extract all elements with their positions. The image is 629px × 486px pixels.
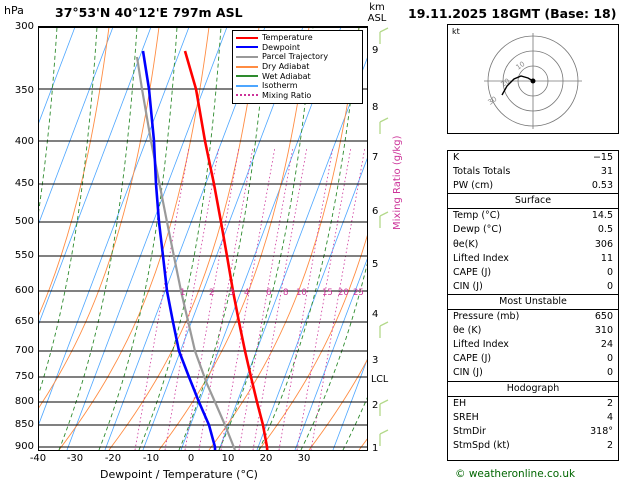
legend-item-wet-adiabat — [236, 71, 359, 81]
table-row — [448, 266, 618, 280]
dewpoint-line — [143, 51, 215, 450]
height-unit-km: km — [369, 2, 385, 13]
table-row — [448, 151, 618, 165]
mixlabel-25: 25 — [353, 288, 364, 298]
ytick-400: 400 — [14, 136, 34, 147]
index-val-k: −15 — [592, 152, 613, 163]
table-row — [448, 324, 618, 338]
ytick-450: 450 — [14, 178, 34, 189]
table-row — [448, 165, 618, 179]
xtick-30: 30 — [297, 453, 311, 464]
hodo-key-stmdir: StmDir — [453, 425, 486, 437]
hodograph-ring-label-20: 20 — [499, 76, 512, 89]
legend-swatch-dewpoint — [236, 46, 258, 48]
ytick-900: 900 — [14, 441, 34, 452]
x-axis-label: Dewpoint / Temperature (°C) — [100, 468, 258, 481]
ytick-850: 850 — [14, 419, 34, 430]
ytick-500: 500 — [14, 216, 34, 227]
legend-item-dewpoint — [236, 43, 359, 53]
section-header-hodograph: Hodograph — [448, 381, 618, 397]
ytick-350: 350 — [14, 85, 34, 96]
mixing-ratio-axis-label: Mixing Ratio (g/kg) — [392, 135, 403, 230]
xtick--40: -40 — [29, 453, 47, 464]
hodograph-ring-label-10: 10 — [514, 59, 527, 72]
mu-key-thetae: θe (K) — [453, 325, 482, 337]
table-row — [448, 252, 618, 266]
section-header-most-unstable: Most Unstable — [448, 294, 618, 310]
hodo-key-sreh: SREH — [453, 411, 479, 423]
hodo-val-stmspd: 2 — [606, 439, 613, 451]
xtick--10: -10 — [142, 453, 160, 464]
kmtick-6: 6 — [372, 206, 379, 217]
section-header-surface: Surface — [448, 193, 618, 209]
legend-swatch-temperature — [236, 37, 258, 39]
table-row — [448, 397, 618, 411]
mu-val-cape: 0 — [606, 353, 613, 365]
kmtick-4: 4 — [372, 309, 379, 320]
table-row — [448, 411, 618, 425]
mixlabel-6: 6 — [266, 288, 272, 298]
table-row — [448, 179, 618, 193]
info-panel — [400, 0, 629, 486]
hodo-val-stmdir: 318° — [590, 425, 613, 437]
surface-val-cin: 0 — [606, 280, 613, 292]
surface-key-temp: Temp (°C) — [453, 210, 501, 222]
legend-swatch-isotherm — [236, 85, 258, 87]
table-row — [448, 338, 618, 352]
index-key-k: K — [453, 152, 460, 163]
mu-val-cin: 0 — [606, 367, 613, 379]
indices-table — [447, 150, 619, 461]
ytick-300: 300 — [14, 21, 34, 32]
station-title: 37°53'N 40°12'E 797m ASL — [55, 5, 243, 20]
table-row — [448, 425, 618, 439]
mu-key-cin: CIN (J) — [453, 367, 483, 379]
wind-barb-column — [368, 26, 400, 451]
surface-val-dewp: 0.5 — [597, 224, 613, 236]
hodo-key-eh: EH — [453, 397, 467, 409]
table-row — [448, 238, 618, 252]
hodo-val-eh: 2 — [606, 397, 613, 409]
hodo-val-sreh: 4 — [606, 411, 613, 423]
surface-key-cape: CAPE (J) — [453, 266, 492, 278]
credit-label: © weatheronline.co.uk — [455, 468, 576, 480]
xtick--20: -20 — [104, 453, 122, 464]
surface-val-thetae: 306 — [594, 238, 613, 250]
ytick-550: 550 — [14, 250, 34, 261]
legend-item-temperature — [236, 33, 359, 43]
legend-label-isotherm: Isotherm — [262, 81, 298, 91]
legend-swatch-dry-adiabat — [236, 66, 258, 68]
legend-item-mixing-ratio — [236, 91, 359, 101]
xtick-10: 10 — [221, 453, 235, 464]
surface-key-dewp: Dewp (°C) — [453, 224, 502, 236]
surface-key-thetae: θe(K) — [453, 238, 479, 250]
lcl-label: LCL — [371, 374, 389, 385]
legend-item-isotherm — [236, 81, 359, 91]
height-unit-asl: ASL — [367, 13, 387, 24]
legend-label-mixing-ratio: Mixing Ratio — [262, 90, 312, 100]
index-val-pw: 0.53 — [591, 180, 613, 192]
mu-key-pressure: Pressure (mb) — [453, 311, 520, 323]
surface-val-li: 11 — [600, 252, 613, 264]
kmtick-9: 9 — [372, 45, 379, 56]
table-row — [448, 439, 618, 453]
mixlabel-20: 20 — [338, 288, 349, 298]
table-row — [448, 352, 618, 366]
surface-key-cin: CIN (J) — [453, 280, 483, 292]
ytick-650: 650 — [14, 316, 34, 327]
kmtick-5: 5 — [372, 259, 379, 270]
hodograph-box — [447, 24, 619, 134]
hodograph-unit-label: kt — [452, 27, 460, 36]
index-val-totals: 31 — [600, 166, 613, 178]
legend-item-dry-adiabat — [236, 62, 359, 72]
legend-swatch-wet-adiabat — [236, 75, 258, 77]
hodograph-origin-marker — [531, 79, 536, 84]
legend-swatch-mixing-ratio — [236, 94, 258, 96]
pressure-unit-label: hPa — [4, 4, 24, 17]
height-unit-label — [364, 2, 390, 24]
ytick-600: 600 — [14, 285, 34, 296]
legend-label-parcel: Parcel Trajectory — [262, 52, 329, 62]
hodograph-svg — [448, 25, 618, 133]
table-row — [448, 280, 618, 294]
mixlabel-4: 4 — [244, 288, 250, 298]
mu-key-cape: CAPE (J) — [453, 353, 492, 365]
kmtick-2: 2 — [372, 400, 379, 411]
legend-label-dewpoint: Dewpoint — [262, 42, 301, 52]
mu-val-thetae: 310 — [594, 325, 613, 337]
mu-val-pressure: 650 — [594, 311, 613, 323]
legend-item-parcel — [236, 52, 359, 62]
legend-swatch-parcel — [236, 56, 258, 58]
ytick-800: 800 — [14, 396, 34, 407]
mixlabel-10: 10 — [296, 288, 307, 298]
legend-label-temperature: Temperature — [262, 33, 313, 43]
mu-key-li: Lifted Index — [453, 339, 509, 351]
kmtick-1: 1 — [372, 443, 379, 454]
index-key-totals: Totals Totals — [453, 166, 511, 178]
hodo-key-stmspd: StmSpd (kt) — [453, 439, 510, 451]
mixlabel-8: 8 — [283, 288, 289, 298]
ytick-750: 750 — [14, 371, 34, 382]
xtick--30: -30 — [66, 453, 84, 464]
xtick-0: 0 — [187, 453, 195, 464]
table-row — [448, 366, 618, 380]
index-key-pw: PW (cm) — [453, 180, 494, 192]
surface-val-temp: 14.5 — [591, 210, 613, 222]
table-row — [448, 310, 618, 324]
surface-val-cape: 0 — [606, 266, 613, 278]
xtick-20: 20 — [259, 453, 273, 464]
table-row — [448, 223, 618, 237]
legend-label-wet-adiabat: Wet Adiabat — [262, 71, 311, 81]
legend-label-dry-adiabat: Dry Adiabat — [262, 62, 310, 72]
kmtick-7: 7 — [372, 152, 379, 163]
mixlabel-1: 1 — [180, 288, 186, 298]
mixlabel-15: 15 — [322, 288, 333, 298]
mixlabel-3: 3 — [229, 288, 235, 298]
mixlabel-2: 2 — [209, 288, 215, 298]
chart-legend — [232, 30, 363, 104]
ytick-700: 700 — [14, 345, 34, 356]
kmtick-8: 8 — [372, 102, 379, 113]
datetime-title: 19.11.2025 18GMT (Base: 18) — [408, 6, 617, 21]
hodograph-ring-label-30: 30 — [486, 94, 499, 107]
surface-key-li: Lifted Index — [453, 252, 509, 264]
table-row — [448, 209, 618, 223]
mu-val-li: 24 — [600, 339, 613, 351]
kmtick-3: 3 — [372, 355, 379, 366]
